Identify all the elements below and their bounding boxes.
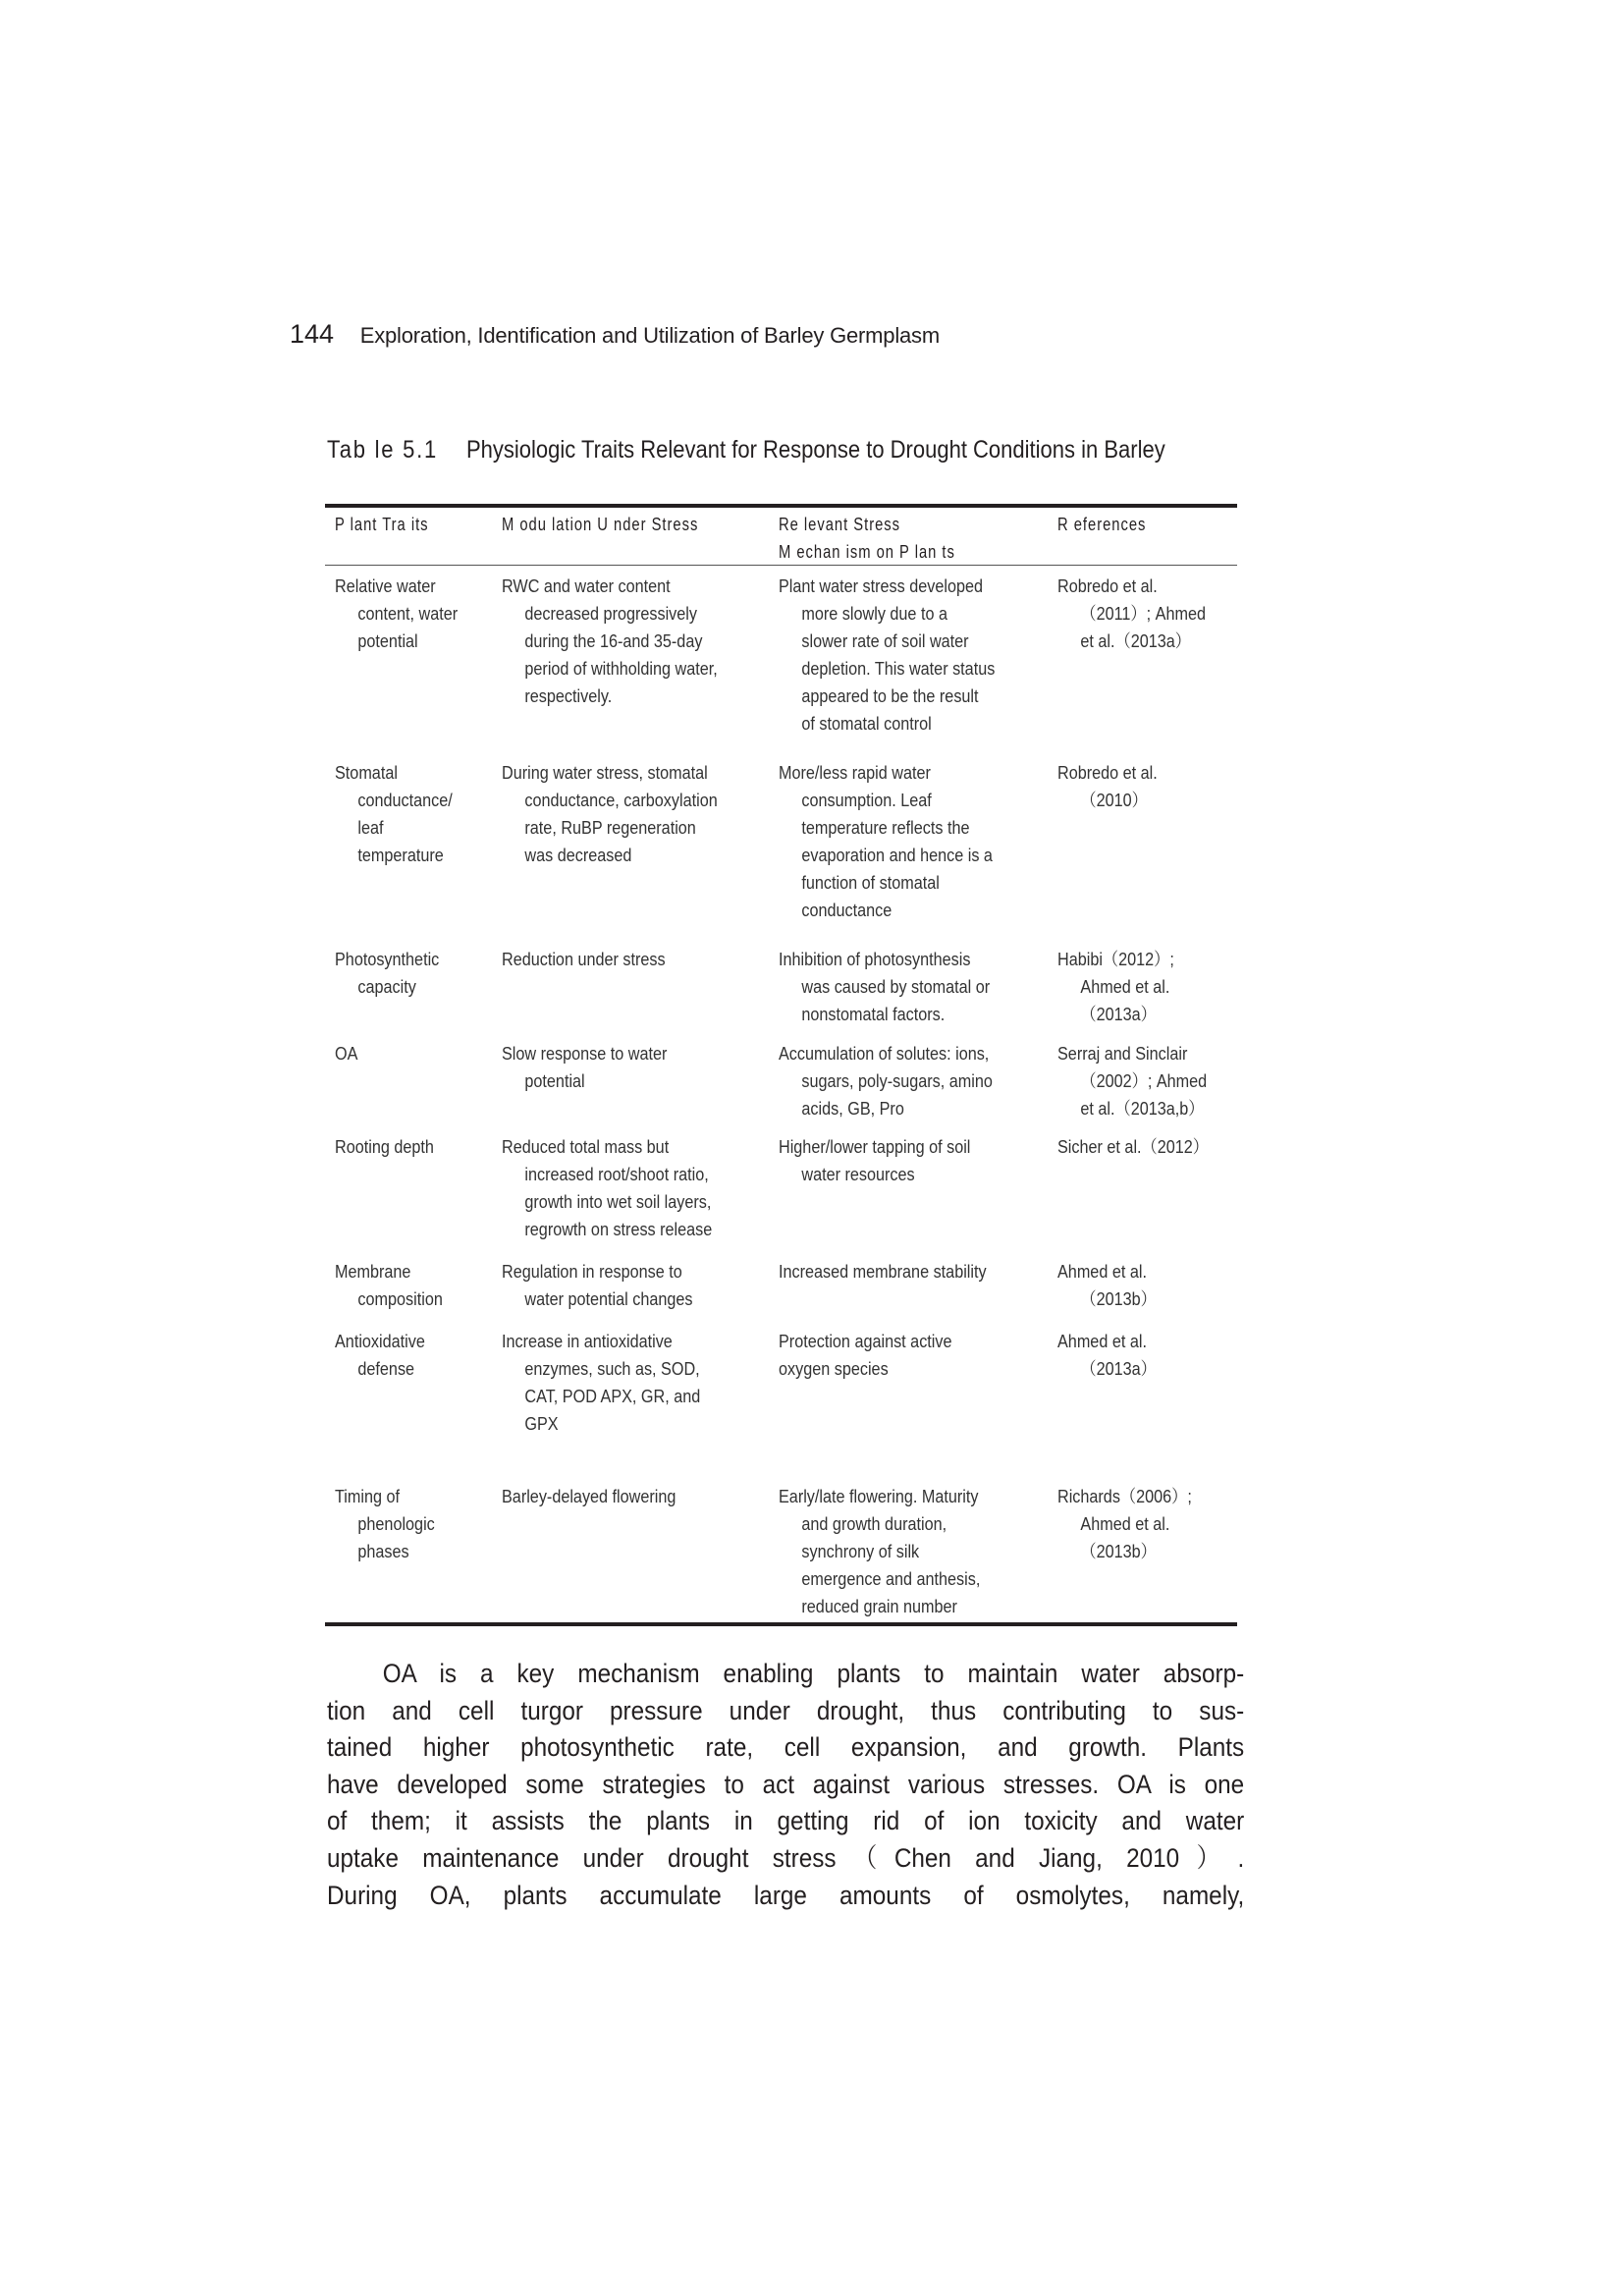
cell-line: （2013a）	[1080, 1005, 1157, 1024]
cell-line: reduced grain number	[801, 1597, 957, 1616]
cell-trait	[335, 946, 451, 1001]
cell-mechanism	[779, 1328, 971, 1383]
cell-line: During water stress, stomatal	[502, 763, 708, 783]
cell-line: Robredo et al.	[1057, 576, 1158, 596]
paragraph-line: have developed some strategies to act against various stresses. OA is one	[327, 1769, 1245, 1799]
cell-line: regrowth on stress release	[524, 1220, 713, 1239]
paragraph-line: tained higher photosynthetic rate, cell expansion, and growth. Plants	[327, 1732, 1245, 1763]
cell-line: Serraj and Sinclair	[1057, 1044, 1188, 1064]
cell-line: water resources	[801, 1165, 915, 1184]
cell-trait	[335, 1258, 455, 1313]
cell-line: leaf	[357, 818, 384, 838]
cell-line: acids, GB, Pro	[801, 1099, 904, 1119]
cell-line: Habibi（2012）;	[1057, 950, 1174, 969]
cell-line: Increased membrane stability	[779, 1262, 987, 1282]
cell-mechanism	[779, 1133, 992, 1188]
header-references	[1057, 511, 1146, 538]
paragraph-line: uptake maintenance under drought stress（Chen and Jiang, 2010）.	[327, 1842, 1245, 1873]
cell-line: Ahmed et al.	[1080, 977, 1170, 997]
cell-line: Ahmed et al.	[1080, 1514, 1170, 1534]
cell-references	[1057, 573, 1222, 655]
cell-line: rate, RuBP regeneration	[524, 818, 696, 838]
header-line: Re levant Stress	[779, 515, 901, 534]
cell-line: temperature	[357, 846, 444, 865]
cell-line: potential	[524, 1071, 585, 1091]
cell-line: enzymes, such as, SOD,	[524, 1359, 700, 1379]
cell-trait	[335, 759, 465, 869]
cell-line: and growth duration,	[801, 1514, 947, 1534]
cell-line: capacity	[357, 977, 416, 997]
cell-line: was decreased	[524, 846, 632, 865]
cell-mechanism	[779, 759, 1016, 924]
cell-line: Increase in antioxidative	[502, 1332, 673, 1351]
cell-line: increased root/shoot ratio,	[524, 1165, 709, 1184]
cell-line: Protection against active	[779, 1332, 952, 1351]
cell-line: Photosynthetic	[335, 950, 440, 969]
cell-line: conductance	[801, 901, 893, 920]
cell-references	[1057, 946, 1187, 1028]
header-modulation	[502, 511, 698, 538]
cell-line: defense	[357, 1359, 415, 1379]
cell-line: Ahmed et al.	[1057, 1262, 1147, 1282]
cell-mechanism	[779, 573, 1019, 738]
cell-line: （2013a）	[1080, 1359, 1157, 1379]
cell-line: Antioxidative	[335, 1332, 425, 1351]
paragraph-line: OA is a key mechanism enabling plants to maintain water absorp-	[382, 1659, 1245, 1688]
cell-line: function of stomatal	[801, 873, 940, 893]
book-title: Exploration, Identification and Utilization of Barley Germplasm	[359, 323, 940, 348]
cell-line: respectively.	[524, 686, 613, 706]
cell-line: composition	[357, 1289, 443, 1309]
cell-references	[1057, 1133, 1225, 1161]
cell-modulation	[502, 573, 741, 710]
cell-modulation	[502, 946, 683, 973]
cell-line: conductance/	[357, 791, 453, 810]
cell-modulation	[502, 1133, 735, 1243]
cell-line: Richards（2006）;	[1057, 1487, 1192, 1506]
cell-line: oxygen species	[779, 1359, 889, 1379]
header-mechanism	[779, 511, 955, 566]
cell-trait	[335, 1328, 435, 1383]
cell-line: during the 16-and 35-day	[524, 631, 703, 651]
cell-trait	[335, 1133, 445, 1161]
body-paragraph	[327, 1656, 1245, 1914]
cell-line: consumption. Leaf	[801, 791, 932, 810]
cell-line: Relative water	[335, 576, 436, 596]
cell-line: Reduction under stress	[502, 950, 666, 969]
cell-line: Robredo et al.	[1057, 763, 1158, 783]
cell-modulation	[502, 1483, 695, 1510]
cell-line: （2002）; Ahmed	[1080, 1071, 1208, 1091]
cell-line: Regulation in response to	[502, 1262, 682, 1282]
cell-line: Slow response to water	[502, 1044, 668, 1064]
cell-references	[1057, 1040, 1223, 1122]
cell-line: depletion. This water status	[801, 659, 996, 679]
cell-line: decreased progressively	[524, 604, 697, 624]
cell-line: et al.（2013a）	[1080, 631, 1191, 651]
cell-line: Membrane	[335, 1262, 411, 1282]
cell-line: OA	[335, 1044, 358, 1064]
cell-modulation	[502, 759, 741, 869]
cell-line: more slowly due to a	[801, 604, 947, 624]
cell-line: slower rate of soil water	[801, 631, 969, 651]
cell-line: phases	[357, 1542, 409, 1561]
cell-line: CAT, POD APX, GR, and	[524, 1387, 701, 1406]
cell-trait	[335, 573, 471, 655]
header-line: M echan ism on P lan ts	[779, 542, 955, 562]
header-line: P lant Tra its	[335, 515, 429, 534]
cell-line: Ahmed et al.	[1057, 1332, 1147, 1351]
cell-line: Reduced total mass but	[502, 1137, 670, 1157]
cell-line: Early/late flowering. Maturity	[779, 1487, 979, 1506]
cell-line: Barley-delayed flowering	[502, 1487, 676, 1506]
cell-line: potential	[357, 631, 418, 651]
paragraph-line: of them; it assists the plants in getting rid of ion toxicity and water	[327, 1806, 1245, 1836]
cell-line: et al.（2013a,b）	[1080, 1099, 1205, 1119]
cell-line: synchrony of silk	[801, 1542, 920, 1561]
table-bottom-rule	[325, 1622, 1237, 1626]
cell-line: water potential changes	[524, 1289, 693, 1309]
cell-line: Higher/lower tapping of soil	[779, 1137, 971, 1157]
table-caption	[327, 436, 1165, 465]
cell-line: （2010）	[1080, 791, 1148, 810]
cell-modulation	[502, 1328, 723, 1438]
cell-line: was caused by stomatal or	[801, 977, 991, 997]
cell-modulation	[502, 1258, 714, 1313]
running-head	[290, 319, 940, 350]
cell-references	[1057, 1328, 1167, 1383]
paragraph-line: During OA, plants accumulate large amounts of osmolytes, namely,	[327, 1880, 1245, 1910]
cell-line: （2013b）	[1080, 1289, 1157, 1309]
cell-line: Rooting depth	[335, 1137, 434, 1157]
cell-mechanism	[779, 1040, 1016, 1122]
cell-modulation	[502, 1040, 685, 1095]
table-label: Tab le 5.1	[327, 436, 439, 464]
cell-line: growth into wet soil layers,	[524, 1192, 712, 1212]
cell-line: Plant water stress developed	[779, 576, 984, 596]
page-number: 144	[290, 319, 335, 349]
cell-line: GPX	[524, 1414, 559, 1434]
cell-line: sugars, poly-sugars, amino	[801, 1071, 993, 1091]
cell-line: temperature reflects the	[801, 818, 970, 838]
cell-line: emergence and anthesis,	[801, 1569, 981, 1589]
header-plant-traits	[335, 511, 429, 538]
cell-mechanism	[779, 1483, 1002, 1620]
cell-line: conductance, carboxylation	[524, 791, 718, 810]
cell-line: RWC and water content	[502, 576, 671, 596]
cell-line: More/less rapid water	[779, 763, 931, 783]
cell-references	[1057, 1483, 1207, 1565]
cell-line: content, water	[357, 604, 459, 624]
table-title: Physiologic Traits Relevant for Response to Drought Conditions in Barley	[466, 436, 1165, 464]
table-top-rule	[325, 504, 1237, 508]
cell-line: phenologic	[357, 1514, 435, 1534]
cell-trait	[335, 1040, 360, 1067]
cell-line: evaporation and hence is a	[801, 846, 993, 865]
cell-mechanism	[779, 1258, 1009, 1285]
cell-line: Accumulation of solutes: ions,	[779, 1044, 990, 1064]
cell-line: Inhibition of photosynthesis	[779, 950, 971, 969]
paragraph-line: tion and cell turgor pressure under drought, thus contributing to sus-	[327, 1695, 1245, 1725]
cell-trait	[335, 1483, 446, 1565]
cell-line: nonstomatal factors.	[801, 1005, 946, 1024]
cell-line: appeared to be the result	[801, 686, 979, 706]
cell-line: period of withholding water,	[524, 659, 718, 679]
cell-line: Sicher et al.（2012）	[1057, 1137, 1209, 1157]
cell-line: of stomatal control	[801, 714, 932, 734]
cell-mechanism	[779, 946, 1013, 1028]
cell-line: Timing of	[335, 1487, 401, 1506]
header-line: R eferences	[1057, 515, 1147, 534]
cell-line: Stomatal	[335, 763, 398, 783]
cell-line: （2013b）	[1080, 1542, 1157, 1561]
header-line: M odu lation U nder Stress	[502, 515, 699, 534]
cell-line: （2011）; Ahmed	[1080, 604, 1206, 624]
cell-references	[1057, 1258, 1167, 1313]
cell-references	[1057, 759, 1168, 814]
